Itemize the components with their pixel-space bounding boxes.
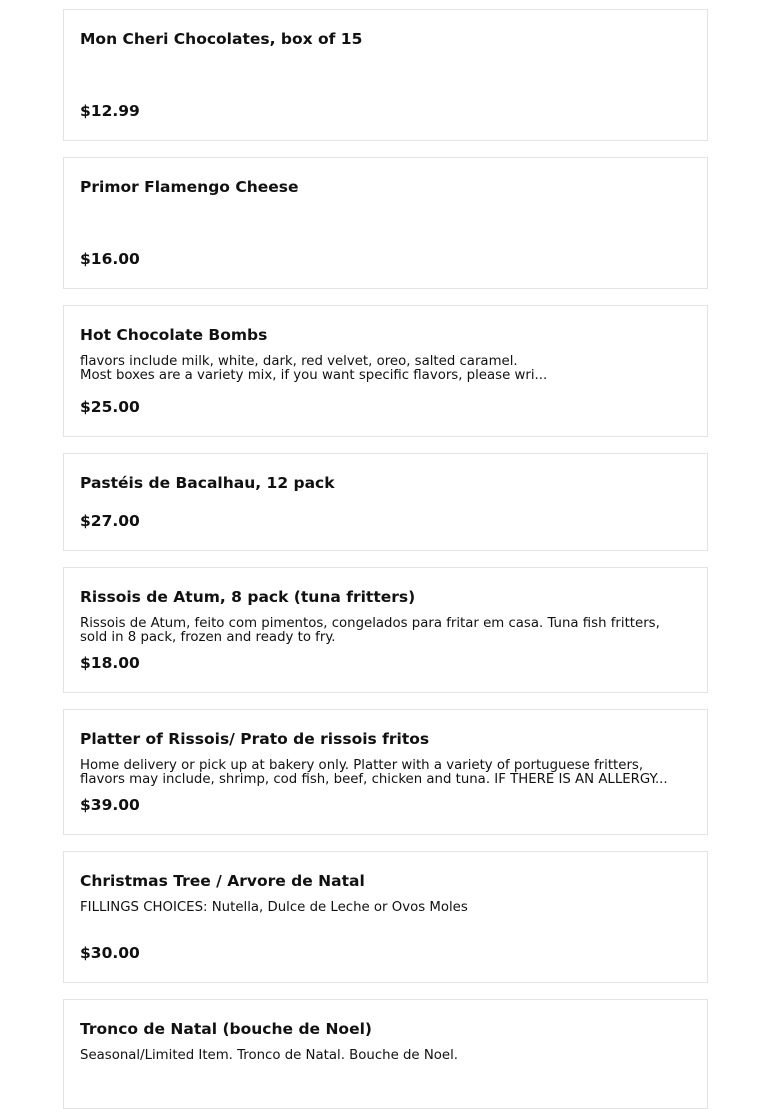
item-description: FILLINGS CHOICES: Nutella, Dulce de Leche or Ovos Moles (80, 901, 468, 915)
item-name: Mon Cheri Chocolates, box of 15 (80, 30, 363, 48)
item-price: $39.00 (80, 796, 140, 814)
item-description: Rissois de Atum, feito com pimentos, congelados para fritar em casa. Tuna fish fritters, sold in 8 pack, frozen and ready to fry. (80, 617, 660, 645)
item-price: $30.00 (80, 944, 140, 962)
item-name: Rissois de Atum, 8 pack (tuna fritters) (80, 588, 416, 606)
item-price: $16.00 (80, 250, 140, 268)
item-description: Seasonal/Limited Item. Tronco de Natal. Bouche de Noel. (80, 1049, 459, 1063)
menu-item-card[interactable] (63, 567, 708, 693)
menu-item-card[interactable] (63, 9, 708, 141)
menu-item-list (63, 9, 708, 1109)
item-price: $18.00 (80, 654, 140, 672)
menu-item-card[interactable] (63, 453, 708, 551)
menu-item-card[interactable] (63, 157, 708, 289)
item-price: $25.00 (80, 398, 140, 416)
item-name: Platter of Rissois/ Prato de rissois fritos (80, 730, 430, 748)
menu-item-card[interactable] (63, 999, 708, 1109)
item-price: $12.99 (80, 102, 140, 120)
menu-item-card[interactable] (63, 709, 708, 835)
item-description: flavors include milk, white, dark, red velvet, oreo, salted caramel. Most boxes are a variety mix, if you want specific flavors, please wri... (80, 355, 548, 383)
item-name: Hot Chocolate Bombs (80, 326, 268, 344)
item-description: Home delivery or pick up at bakery only. Platter with a variety of portuguese fritters, flavors may include, shrimp, cod fish, beef, chicken and tuna. IF THERE IS AN ALLERGY... (80, 759, 668, 787)
item-name: Pastéis de Bacalhau, 12 pack (80, 474, 335, 492)
menu-item-card[interactable] (63, 851, 708, 983)
item-name: Tronco de Natal (bouche de Noel) (80, 1020, 372, 1038)
menu-item-card[interactable] (63, 305, 708, 437)
item-name: Primor Flamengo Cheese (80, 178, 299, 196)
item-price: $27.00 (80, 512, 140, 530)
item-name: Christmas Tree / Arvore de Natal (80, 872, 365, 890)
